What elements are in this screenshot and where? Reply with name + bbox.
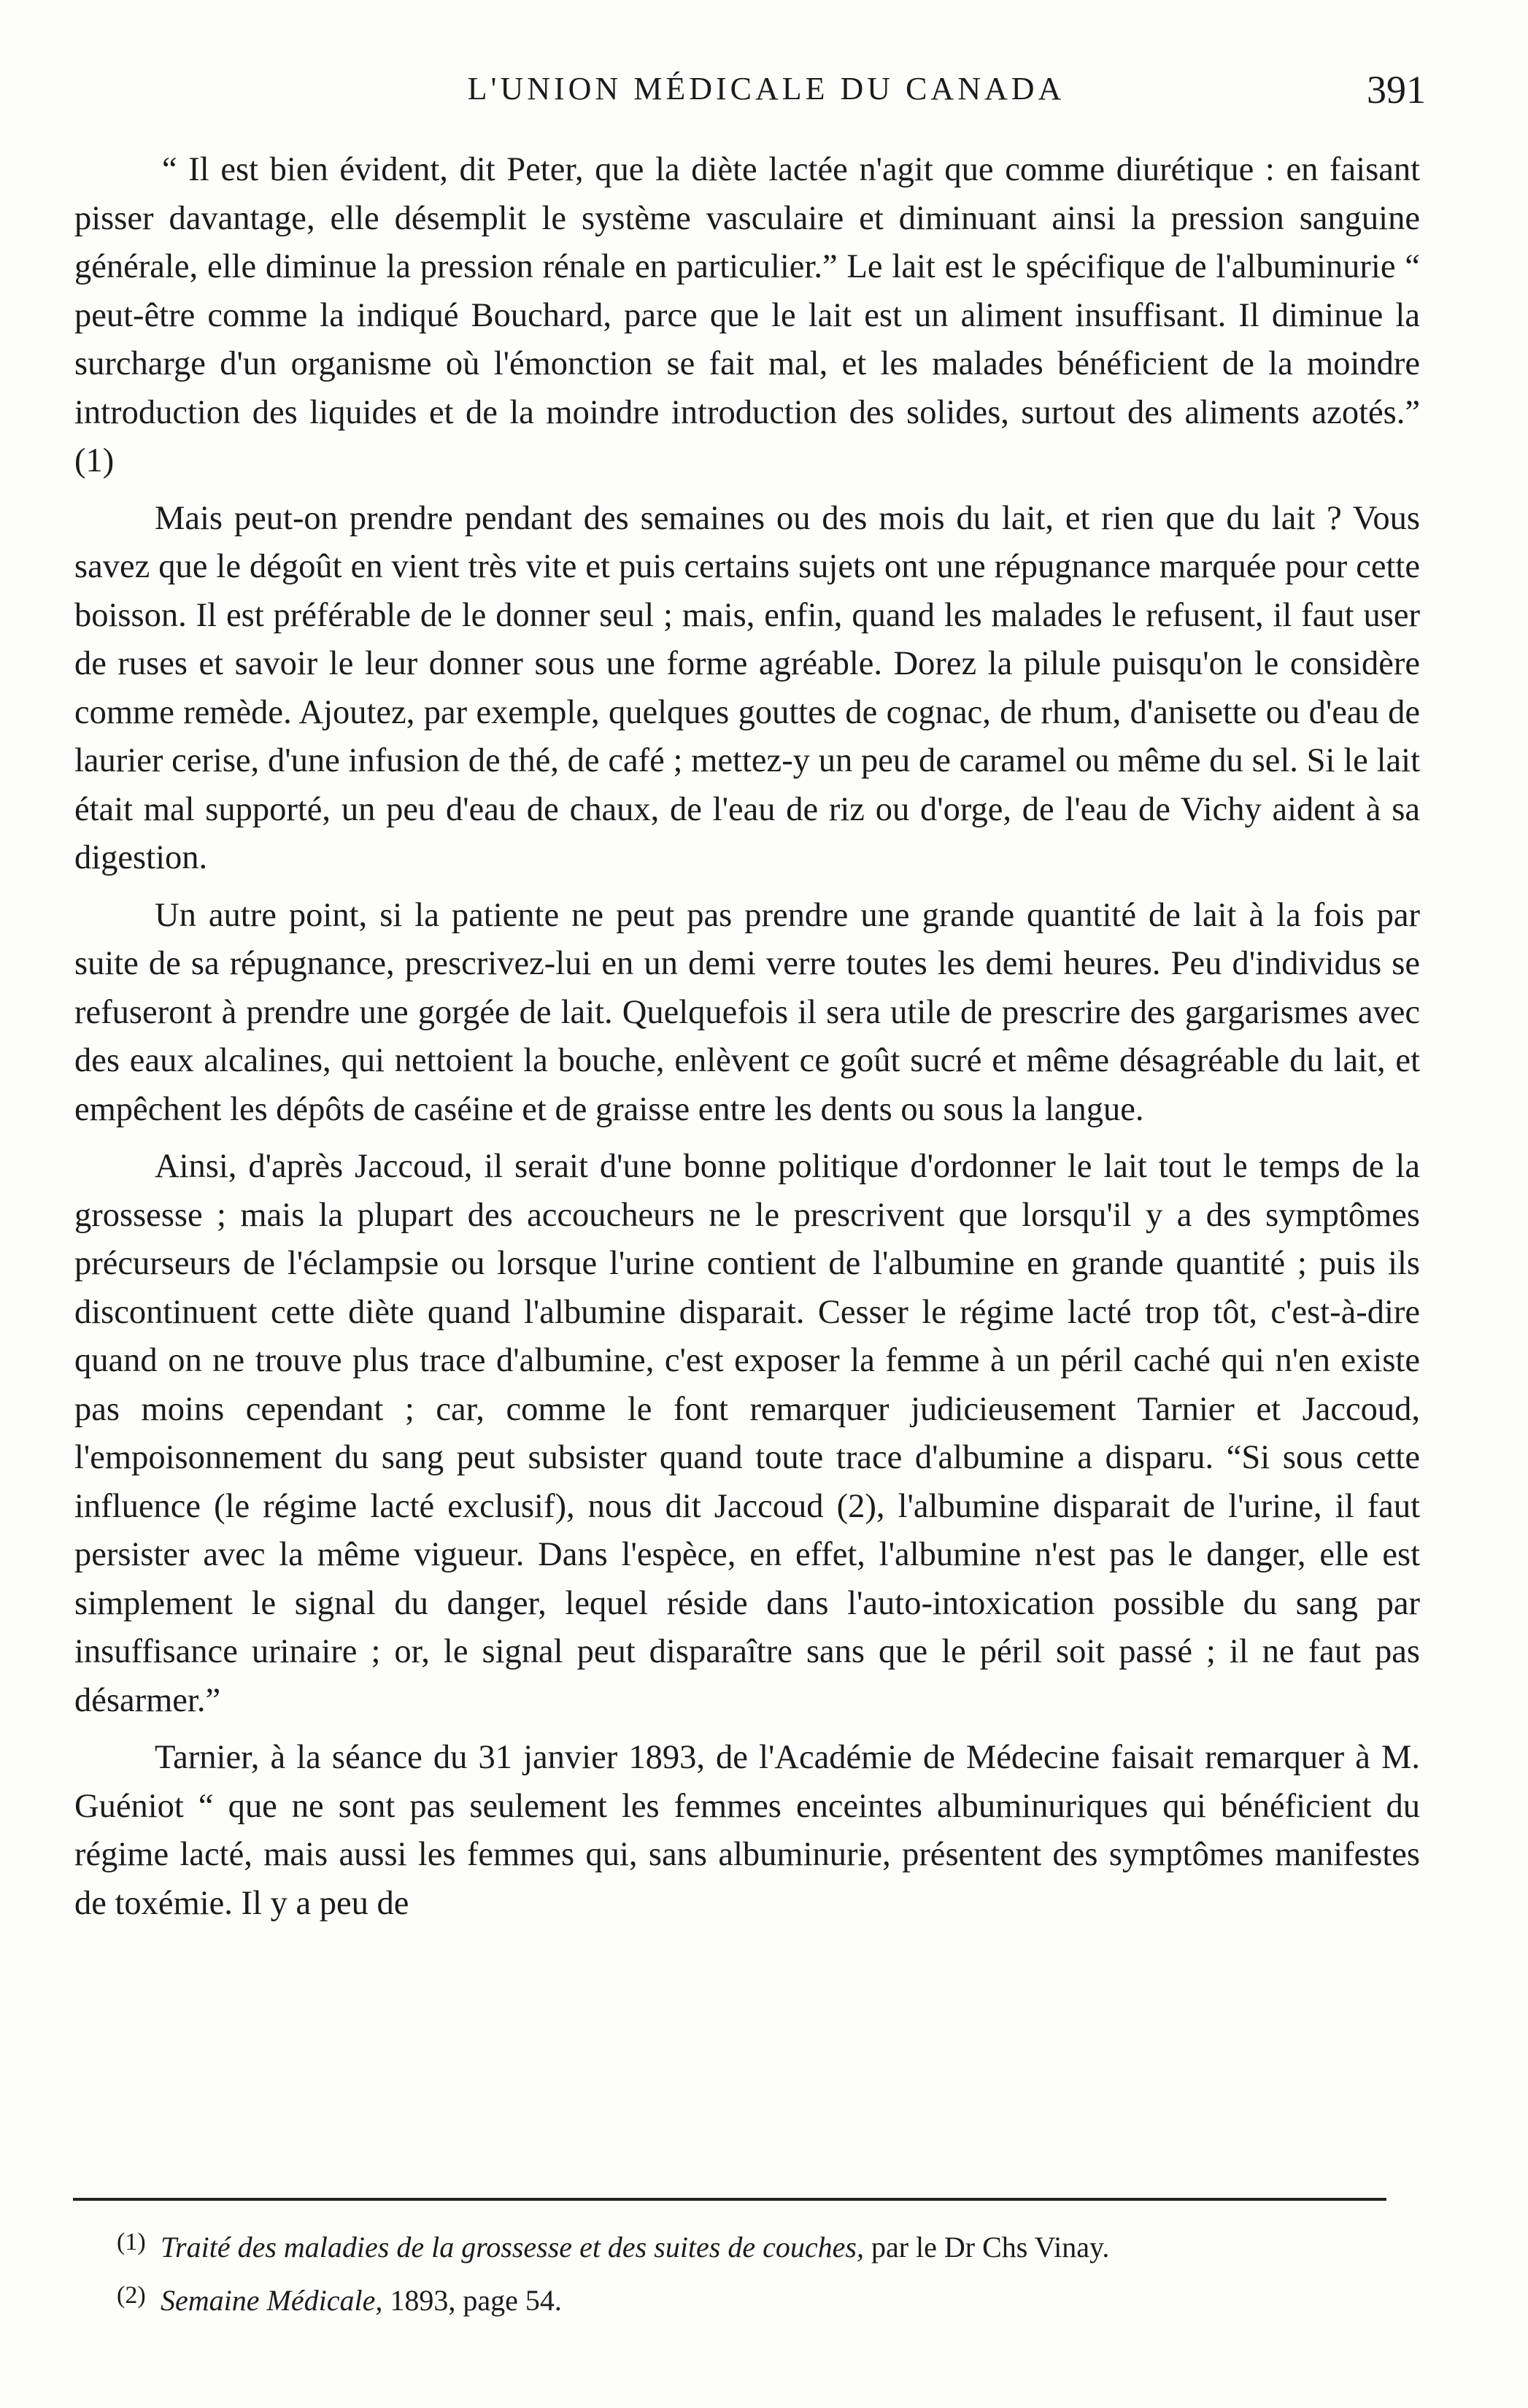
- footnote-1: [117, 2218, 1401, 2272]
- footnote-title: Traité des maladies de la grossesse et des suites de couches,: [161, 2231, 864, 2264]
- paragraph-autre-point: Un autre point, si la patiente ne peut pas prendre une grande quantité de lait à la fois par suite de sa répugnance, prescrivez-lui en un demi verre toutes les demi heures. Peu d'individus se refuseront à prendre une gorgée de lait. Quelquefois il sera utile de prescrire des gargarismes avec des eaux alcalines, qui nettoient la bouche, enlèvent ce goût sucré et même désagréable du lait, et empêchent les dépôts de caséine et de graisse entre les dents ou sous la langue.: [74, 896, 1420, 1128]
- page-header: [73, 60, 1459, 126]
- footnotes: [117, 2218, 1401, 2325]
- footnote-detail: 1893, page 54.: [382, 2284, 562, 2317]
- paragraph-lait-preparation: Mais peut-on prendre pendant des semaines ou des mois du lait, et rien que du lait ? Vous savez que le dégoût en vient très vite et puis certains sujets ont une répugnance marquée pour cette boisson. Il est préférable de le donner seul ; mais, enfin, quand les malades le refusent, il faut user de ruses et savoir le leur donner sous une forme agréable. Dorez la pilule puisqu'on le considère comme remède. Ajoutez, par exemple, quelques gouttes de cognac, de rhum, d'anisette ou d'eau de laurier cerise, d'une infusion de thé, de café ; mettez-y un peu de caramel ou même du sel. Si le lait était mal supporté, un peu d'eau de chaux, de l'eau de riz ou d'orge, de l'eau de Vichy aident à sa digestion.: [74, 499, 1420, 876]
- footnote-divider: [73, 2198, 1386, 2201]
- footnote-title: Semaine Médicale,: [161, 2284, 383, 2317]
- page-number: 391: [1367, 68, 1426, 112]
- body-text: [74, 146, 1420, 1937]
- footnote-2: [117, 2272, 1401, 2325]
- paragraph-peter-quote: “ Il est bien évident, dit Peter, que la diète lactée n'agit que comme diurétique : en faisant pisser davantage, elle désemplit le système vasculaire et diminuant ainsi la pression sanguine générale, elle diminue la pression rénale en particulier.” Le lait est le spécifique de l'albuminurie “ peut-être comme la indiqué Bouchard, parce que le lait est un aliment insuffisant. Il diminue la surcharge d'un organisme où l'émonction se fait mal, et les malades bénéficient de la moindre introduction des liquides et de la moindre introduction des solides, surtout des aliments azotés.” (1): [74, 151, 1420, 479]
- footnote-mark: (1): [117, 2228, 146, 2255]
- footnote-mark: (2): [117, 2282, 146, 2309]
- paragraph-tarnier: Tarnier, à la séance du 31 janvier 1893, de l'Académie de Médecine faisait remarquer à M. Guéniot “ que ne sont pas seulement les femmes enceintes albuminuriques qui bénéficient du régime lacté, mais aussi les femmes qui, sans albuminurie, présentent des symptômes manifestes de toxémie. Il y a peu de: [74, 1739, 1420, 1922]
- running-title: L'UNION MÉDICALE DU CANADA: [467, 71, 1065, 107]
- paragraph-jaccoud: Ainsi, d'après Jaccoud, il serait d'une bonne politique d'ordonner le lait tout le temps de la grossesse ; mais la plupart des accoucheurs ne le prescrivent que lorsqu'il y a des symptômes précurseurs de l'éclampsie ou lorsque l'urine contient de l'albumine en grande quantité ; puis ils discontinuent cette diète quand l'albumine disparait. Cesser le régime lacté trop tôt, c'est-à-dire quand on ne trouve plus trace d'albumine, c'est exposer la femme à un péril caché qui n'en existe pas moins cependant ; car, comme le font remarquer judicieusement Tarnier et Jaccoud, l'empoisonnement du sang peut subsister quand toute trace d'albumine a disparu. “Si sous cette influence (le régime lacté exclusif), nous dit Jaccoud (2), l'albumine disparait de l'urine, il faut persister avec la même vigueur. Dans l'espèce, en effet, l'albumine n'est pas le danger, elle est simplement le signal du danger, lequel réside dans l'auto-intoxication possible du sang par insuffisance urinaire ; or, le signal peut disparaître sans que le péril soit passé ; il ne faut pas désarmer.”: [74, 1148, 1420, 1719]
- footnote-detail: par le Dr Chs Vinay.: [863, 2231, 1110, 2264]
